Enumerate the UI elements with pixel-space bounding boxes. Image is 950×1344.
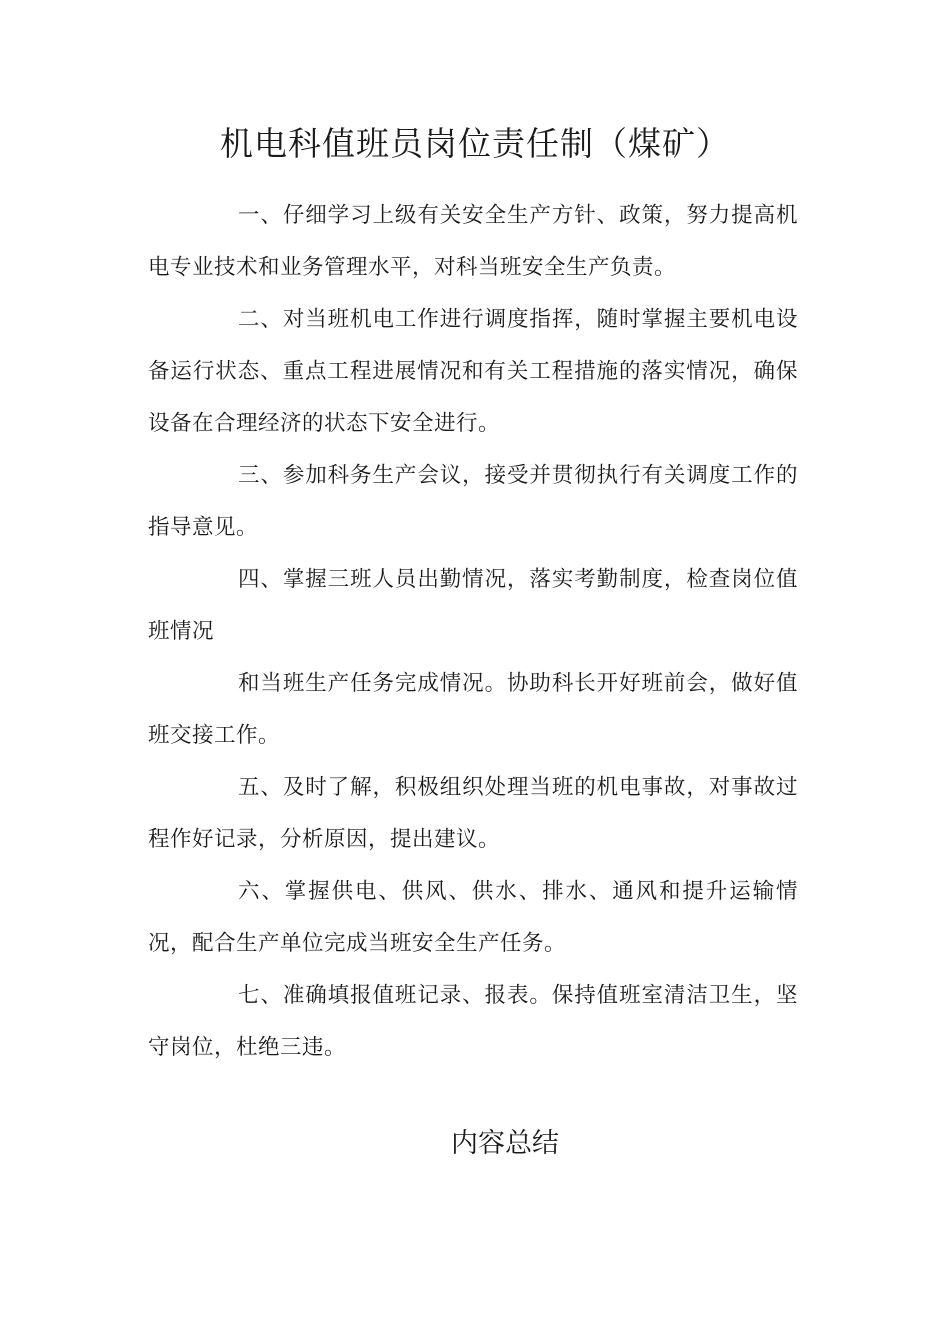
paragraph-3: 三、参加科务生产会议，接受并贯彻执行有关调度工作的指导意见。 <box>148 463 798 540</box>
paragraph-6: 五、及时了解，积极组织处理当班的机电事故，对事故过程作好记录，分析原因，提出建议。 <box>148 775 798 852</box>
paragraph-5: 和当班生产任务完成情况。协助科长开好班前会，做好值班交接工作。 <box>148 671 798 748</box>
paragraph-7: 六、掌握供电、供风、供水、排水、通风和提升运输情况，配合生产单位完成当班安全生产任务。 <box>148 879 798 956</box>
document-body <box>148 190 798 1074</box>
paragraph-2: 二、对当班机电工作进行调度指挥，随时掌握主要机电设备运行状态、重点工程进展情况和有关工程措施的落实情况，确保设备在合理经济的状态下安全进行。 <box>148 307 798 436</box>
paragraph-1: 一、仔细学习上级有关安全生产方针、政策，努力提高机电专业技术和业务管理水平，对科当班安全生产负责。 <box>148 203 798 280</box>
paragraph-4: 四、掌握三班人员出勤情况，落实考勤制度，检查岗位值班情况 <box>148 567 798 644</box>
paragraph-8: 七、准确填报值班记录、报表。保持值班室清洁卫生，坚守岗位，杜绝三违。 <box>148 983 798 1060</box>
document-title: 机电科值班员岗位责任制（煤矿） <box>220 124 730 163</box>
summary-heading: 内容总结 <box>451 1128 559 1159</box>
